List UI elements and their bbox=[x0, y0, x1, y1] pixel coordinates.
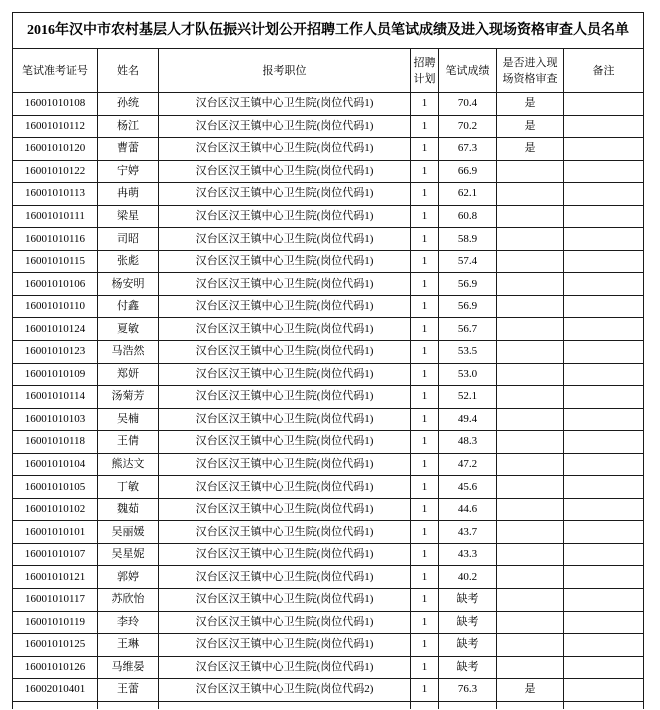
plan-cell: 1 bbox=[411, 138, 439, 161]
qualified-cell bbox=[497, 701, 564, 709]
position-cell: 汉台区汉王镇中心卫生院(岗位代码1) bbox=[159, 431, 411, 454]
table-row bbox=[13, 183, 644, 206]
plan-cell: 1 bbox=[411, 115, 439, 138]
name-cell: 曹蕾 bbox=[98, 138, 159, 161]
plan-cell: 1 bbox=[411, 476, 439, 499]
table-row bbox=[13, 543, 644, 566]
plan-cell: 1 bbox=[411, 295, 439, 318]
exam-id-cell: 16001010105 bbox=[13, 476, 98, 499]
score-cell: 52.1 bbox=[439, 386, 497, 409]
remark-cell bbox=[564, 250, 644, 273]
remark-cell bbox=[564, 679, 644, 702]
qualified-cell bbox=[497, 408, 564, 431]
qualified-cell: 是 bbox=[497, 138, 564, 161]
header-plan-line-1: 招聘 bbox=[413, 56, 436, 69]
position-cell: 汉台区汉王镇中心卫生院(岗位代码1) bbox=[159, 386, 411, 409]
plan-cell: 1 bbox=[411, 341, 439, 364]
table-row bbox=[13, 138, 644, 161]
exam-id-cell bbox=[13, 701, 98, 709]
position-cell: 汉台区汉王镇中心卫生院(岗位代码2) bbox=[159, 679, 411, 702]
position-cell: 汉台区汉王镇中心卫生院(岗位代码1) bbox=[159, 273, 411, 296]
exam-id-cell: 16001010117 bbox=[13, 589, 98, 612]
score-cell: 45.6 bbox=[439, 476, 497, 499]
score-cell: 66.9 bbox=[439, 160, 497, 183]
name-cell: 张彪 bbox=[98, 250, 159, 273]
name-cell: 司昭 bbox=[98, 228, 159, 251]
qualified-cell bbox=[497, 160, 564, 183]
plan-cell: 1 bbox=[411, 408, 439, 431]
qualified-cell bbox=[497, 363, 564, 386]
qualified-cell bbox=[497, 431, 564, 454]
name-cell: 梁星 bbox=[98, 205, 159, 228]
score-cell: 57.4 bbox=[439, 250, 497, 273]
exam-id-cell: 16001010102 bbox=[13, 498, 98, 521]
table-row bbox=[13, 318, 644, 341]
plan-cell: 1 bbox=[411, 228, 439, 251]
results-table bbox=[12, 12, 644, 709]
qualified-cell bbox=[497, 521, 564, 544]
position-cell: 汉台区汉王镇中心卫生院(岗位代码1) bbox=[159, 634, 411, 657]
header-position: 报考职位 bbox=[159, 49, 411, 93]
table-row bbox=[13, 566, 644, 589]
exam-id-cell: 16001010109 bbox=[13, 363, 98, 386]
header-remark: 备注 bbox=[564, 49, 644, 93]
exam-id-cell: 16001010107 bbox=[13, 543, 98, 566]
remark-cell bbox=[564, 521, 644, 544]
plan-cell: 1 bbox=[411, 363, 439, 386]
qualified-cell bbox=[497, 228, 564, 251]
plan-cell: 1 bbox=[411, 543, 439, 566]
score-cell: 58.9 bbox=[439, 228, 497, 251]
name-cell: 吴丽媛 bbox=[98, 521, 159, 544]
remark-cell bbox=[564, 701, 644, 709]
score-cell: 56.7 bbox=[439, 318, 497, 341]
table-row bbox=[13, 408, 644, 431]
table-row bbox=[13, 341, 644, 364]
exam-id-cell: 16001010122 bbox=[13, 160, 98, 183]
score-cell: 49.4 bbox=[439, 408, 497, 431]
table-row bbox=[13, 160, 644, 183]
qualified-cell bbox=[497, 656, 564, 679]
name-cell: 孙统 bbox=[98, 93, 159, 116]
score-cell: 56.9 bbox=[439, 295, 497, 318]
remark-cell bbox=[564, 295, 644, 318]
qualified-cell bbox=[497, 273, 564, 296]
position-cell: 汉台区汉王镇中心卫生院(岗位代码1) bbox=[159, 363, 411, 386]
plan-cell: 1 bbox=[411, 498, 439, 521]
position-cell: 汉台区汉王镇中心卫生院(岗位代码1) bbox=[159, 250, 411, 273]
name-cell: 杨江 bbox=[98, 115, 159, 138]
exam-id-cell: 16001010120 bbox=[13, 138, 98, 161]
score-cell: 47.2 bbox=[439, 453, 497, 476]
position-cell: 汉台区汉王镇中心卫生院(岗位代码1) bbox=[159, 543, 411, 566]
header-row bbox=[13, 49, 644, 93]
exam-id-cell: 16001010114 bbox=[13, 386, 98, 409]
plan-cell: 1 bbox=[411, 611, 439, 634]
table-row bbox=[13, 115, 644, 138]
header-score: 笔试成绩 bbox=[439, 49, 497, 93]
table-row bbox=[13, 386, 644, 409]
position-cell: 汉台区汉王镇中心卫生院(岗位代码1) bbox=[159, 93, 411, 116]
plan-cell: 1 bbox=[411, 205, 439, 228]
exam-id-cell: 16001010113 bbox=[13, 183, 98, 206]
plan-cell: 1 bbox=[411, 453, 439, 476]
table-row bbox=[13, 228, 644, 251]
exam-id-cell: 16001010123 bbox=[13, 341, 98, 364]
score-cell: 缺考 bbox=[439, 656, 497, 679]
qualified-cell bbox=[497, 498, 564, 521]
qualified-cell bbox=[497, 476, 564, 499]
table-row bbox=[13, 431, 644, 454]
remark-cell bbox=[564, 205, 644, 228]
name-cell: 汤菊芳 bbox=[98, 386, 159, 409]
plan-cell: 1 bbox=[411, 656, 439, 679]
remark-cell bbox=[564, 93, 644, 116]
position-cell: 汉台区汉王镇中心卫生院(岗位代码1) bbox=[159, 228, 411, 251]
position-cell: 汉台区汉王镇中心卫生院(岗位代码1) bbox=[159, 611, 411, 634]
plan-cell: 1 bbox=[411, 93, 439, 116]
score-cell: 53.0 bbox=[439, 363, 497, 386]
score-cell: 40.2 bbox=[439, 566, 497, 589]
plan-cell: 1 bbox=[411, 679, 439, 702]
score-cell: 70.4 bbox=[439, 93, 497, 116]
remark-cell bbox=[564, 656, 644, 679]
table-row bbox=[13, 521, 644, 544]
plan-cell: 1 bbox=[411, 386, 439, 409]
position-cell: 汉台区汉王镇中心卫生院(岗位代码1) bbox=[159, 566, 411, 589]
exam-id-cell: 16001010106 bbox=[13, 273, 98, 296]
exam-id-cell: 16001010108 bbox=[13, 93, 98, 116]
exam-id-cell: 16001010126 bbox=[13, 656, 98, 679]
remark-cell bbox=[564, 476, 644, 499]
qualified-cell bbox=[497, 318, 564, 341]
header-plan bbox=[411, 49, 439, 93]
table-row bbox=[13, 250, 644, 273]
name-cell: 李玲 bbox=[98, 611, 159, 634]
exam-id-cell: 16001010124 bbox=[13, 318, 98, 341]
position-cell: 汉台区汉王镇中心卫生院(岗位代码1) bbox=[159, 476, 411, 499]
score-cell: 缺考 bbox=[439, 589, 497, 612]
position-cell: 汉台区汉王镇中心卫生院(岗位代码1) bbox=[159, 183, 411, 206]
remark-cell bbox=[564, 386, 644, 409]
qualified-cell bbox=[497, 250, 564, 273]
exam-id-cell: 16001010115 bbox=[13, 250, 98, 273]
position-cell bbox=[159, 701, 411, 709]
position-cell: 汉台区汉王镇中心卫生院(岗位代码1) bbox=[159, 295, 411, 318]
score-cell: 44.6 bbox=[439, 498, 497, 521]
qualified-cell bbox=[497, 453, 564, 476]
name-cell: 杨安明 bbox=[98, 273, 159, 296]
remark-cell bbox=[564, 498, 644, 521]
name-cell: 苏欣怡 bbox=[98, 589, 159, 612]
remark-cell bbox=[564, 228, 644, 251]
header-qualified-line-2: 场资格审查 bbox=[502, 72, 558, 85]
qualified-cell bbox=[497, 566, 564, 589]
plan-cell: 1 bbox=[411, 589, 439, 612]
exam-id-cell: 16001010121 bbox=[13, 566, 98, 589]
score-cell: 76.3 bbox=[439, 679, 497, 702]
exam-id-cell: 16001010125 bbox=[13, 634, 98, 657]
table-row bbox=[13, 205, 644, 228]
remark-cell bbox=[564, 341, 644, 364]
table-row bbox=[13, 679, 644, 702]
name-cell: 夏敏 bbox=[98, 318, 159, 341]
name-cell: 宁婷 bbox=[98, 160, 159, 183]
score-cell: 48.3 bbox=[439, 431, 497, 454]
name-cell: 王琳 bbox=[98, 634, 159, 657]
qualified-cell bbox=[497, 386, 564, 409]
remark-cell bbox=[564, 431, 644, 454]
name-cell: 吴星妮 bbox=[98, 543, 159, 566]
exam-id-cell: 16001010101 bbox=[13, 521, 98, 544]
plan-cell: 1 bbox=[411, 566, 439, 589]
remark-cell bbox=[564, 318, 644, 341]
name-cell: 魏茹 bbox=[98, 498, 159, 521]
qualified-cell bbox=[497, 611, 564, 634]
name-cell: 丁敏 bbox=[98, 476, 159, 499]
score-cell: 60.8 bbox=[439, 205, 497, 228]
plan-cell: 1 bbox=[411, 273, 439, 296]
position-cell: 汉台区汉王镇中心卫生院(岗位代码1) bbox=[159, 138, 411, 161]
header-qualified-line-1: 是否进入现 bbox=[502, 56, 558, 69]
header-exam-id: 笔试准考证号 bbox=[13, 49, 98, 93]
score-cell: 70.2 bbox=[439, 115, 497, 138]
name-cell: 王蕾 bbox=[98, 679, 159, 702]
exam-id-cell: 16001010116 bbox=[13, 228, 98, 251]
position-cell: 汉台区汉王镇中心卫生院(岗位代码1) bbox=[159, 318, 411, 341]
position-cell: 汉台区汉王镇中心卫生院(岗位代码1) bbox=[159, 160, 411, 183]
exam-id-cell: 16001010111 bbox=[13, 205, 98, 228]
plan-cell: 1 bbox=[411, 431, 439, 454]
plan-cell: 1 bbox=[411, 250, 439, 273]
exam-id-cell: 16001010104 bbox=[13, 453, 98, 476]
title-row bbox=[13, 13, 644, 49]
position-cell: 汉台区汉王镇中心卫生院(岗位代码1) bbox=[159, 205, 411, 228]
remark-cell bbox=[564, 634, 644, 657]
exam-id-cell: 16001010118 bbox=[13, 431, 98, 454]
position-cell: 汉台区汉王镇中心卫生院(岗位代码1) bbox=[159, 453, 411, 476]
remark-cell bbox=[564, 115, 644, 138]
table-row bbox=[13, 611, 644, 634]
score-cell: 43.3 bbox=[439, 543, 497, 566]
remark-cell bbox=[564, 363, 644, 386]
table-row bbox=[13, 93, 644, 116]
name-cell: 冉萌 bbox=[98, 183, 159, 206]
exam-id-cell: 16001010119 bbox=[13, 611, 98, 634]
qualified-cell bbox=[497, 295, 564, 318]
name-cell: 郑妍 bbox=[98, 363, 159, 386]
name-cell: 郭婷 bbox=[98, 566, 159, 589]
qualified-cell bbox=[497, 634, 564, 657]
qualified-cell: 是 bbox=[497, 115, 564, 138]
name-cell: 付鑫 bbox=[98, 295, 159, 318]
score-cell: 53.5 bbox=[439, 341, 497, 364]
position-cell: 汉台区汉王镇中心卫生院(岗位代码1) bbox=[159, 521, 411, 544]
name-cell: 马浩然 bbox=[98, 341, 159, 364]
page-title: 2016年汉中市农村基层人才队伍振兴计划公开招聘工作人员笔试成绩及进入现场资格审查人员名单 bbox=[13, 13, 644, 49]
score-cell bbox=[439, 701, 497, 709]
name-cell: 熊达文 bbox=[98, 453, 159, 476]
exam-id-cell: 16001010103 bbox=[13, 408, 98, 431]
header-plan-line-2: 计划 bbox=[413, 72, 436, 85]
plan-cell bbox=[411, 701, 439, 709]
qualified-cell bbox=[497, 205, 564, 228]
remark-cell bbox=[564, 611, 644, 634]
table-row bbox=[13, 295, 644, 318]
remark-cell bbox=[564, 160, 644, 183]
name-cell bbox=[98, 701, 159, 709]
plan-cell: 1 bbox=[411, 183, 439, 206]
name-cell: 王倩 bbox=[98, 431, 159, 454]
qualified-cell: 是 bbox=[497, 93, 564, 116]
name-cell: 马维晏 bbox=[98, 656, 159, 679]
header-name: 姓名 bbox=[98, 49, 159, 93]
table-row bbox=[13, 634, 644, 657]
header-qualified bbox=[497, 49, 564, 93]
remark-cell bbox=[564, 138, 644, 161]
name-cell: 吴楠 bbox=[98, 408, 159, 431]
remark-cell bbox=[564, 566, 644, 589]
table-row bbox=[13, 589, 644, 612]
table-row bbox=[13, 453, 644, 476]
table-row-partial bbox=[13, 701, 644, 709]
position-cell: 汉台区汉王镇中心卫生院(岗位代码1) bbox=[159, 656, 411, 679]
position-cell: 汉台区汉王镇中心卫生院(岗位代码1) bbox=[159, 341, 411, 364]
plan-cell: 1 bbox=[411, 521, 439, 544]
position-cell: 汉台区汉王镇中心卫生院(岗位代码1) bbox=[159, 408, 411, 431]
remark-cell bbox=[564, 408, 644, 431]
qualified-cell: 是 bbox=[497, 679, 564, 702]
table-row bbox=[13, 498, 644, 521]
plan-cell: 1 bbox=[411, 318, 439, 341]
plan-cell: 1 bbox=[411, 160, 439, 183]
position-cell: 汉台区汉王镇中心卫生院(岗位代码1) bbox=[159, 115, 411, 138]
table-row bbox=[13, 656, 644, 679]
qualified-cell bbox=[497, 183, 564, 206]
qualified-cell bbox=[497, 543, 564, 566]
exam-id-cell: 16001010110 bbox=[13, 295, 98, 318]
score-cell: 67.3 bbox=[439, 138, 497, 161]
position-cell: 汉台区汉王镇中心卫生院(岗位代码1) bbox=[159, 589, 411, 612]
plan-cell: 1 bbox=[411, 634, 439, 657]
remark-cell bbox=[564, 453, 644, 476]
qualified-cell bbox=[497, 589, 564, 612]
remark-cell bbox=[564, 589, 644, 612]
remark-cell bbox=[564, 273, 644, 296]
remark-cell bbox=[564, 543, 644, 566]
position-cell: 汉台区汉王镇中心卫生院(岗位代码1) bbox=[159, 498, 411, 521]
table-row bbox=[13, 363, 644, 386]
score-cell: 缺考 bbox=[439, 611, 497, 634]
exam-id-cell: 16001010112 bbox=[13, 115, 98, 138]
score-cell: 56.9 bbox=[439, 273, 497, 296]
table-row bbox=[13, 273, 644, 296]
score-cell: 62.1 bbox=[439, 183, 497, 206]
score-cell: 缺考 bbox=[439, 634, 497, 657]
remark-cell bbox=[564, 183, 644, 206]
table-row bbox=[13, 476, 644, 499]
score-cell: 43.7 bbox=[439, 521, 497, 544]
exam-id-cell: 16002010401 bbox=[13, 679, 98, 702]
qualified-cell bbox=[497, 341, 564, 364]
